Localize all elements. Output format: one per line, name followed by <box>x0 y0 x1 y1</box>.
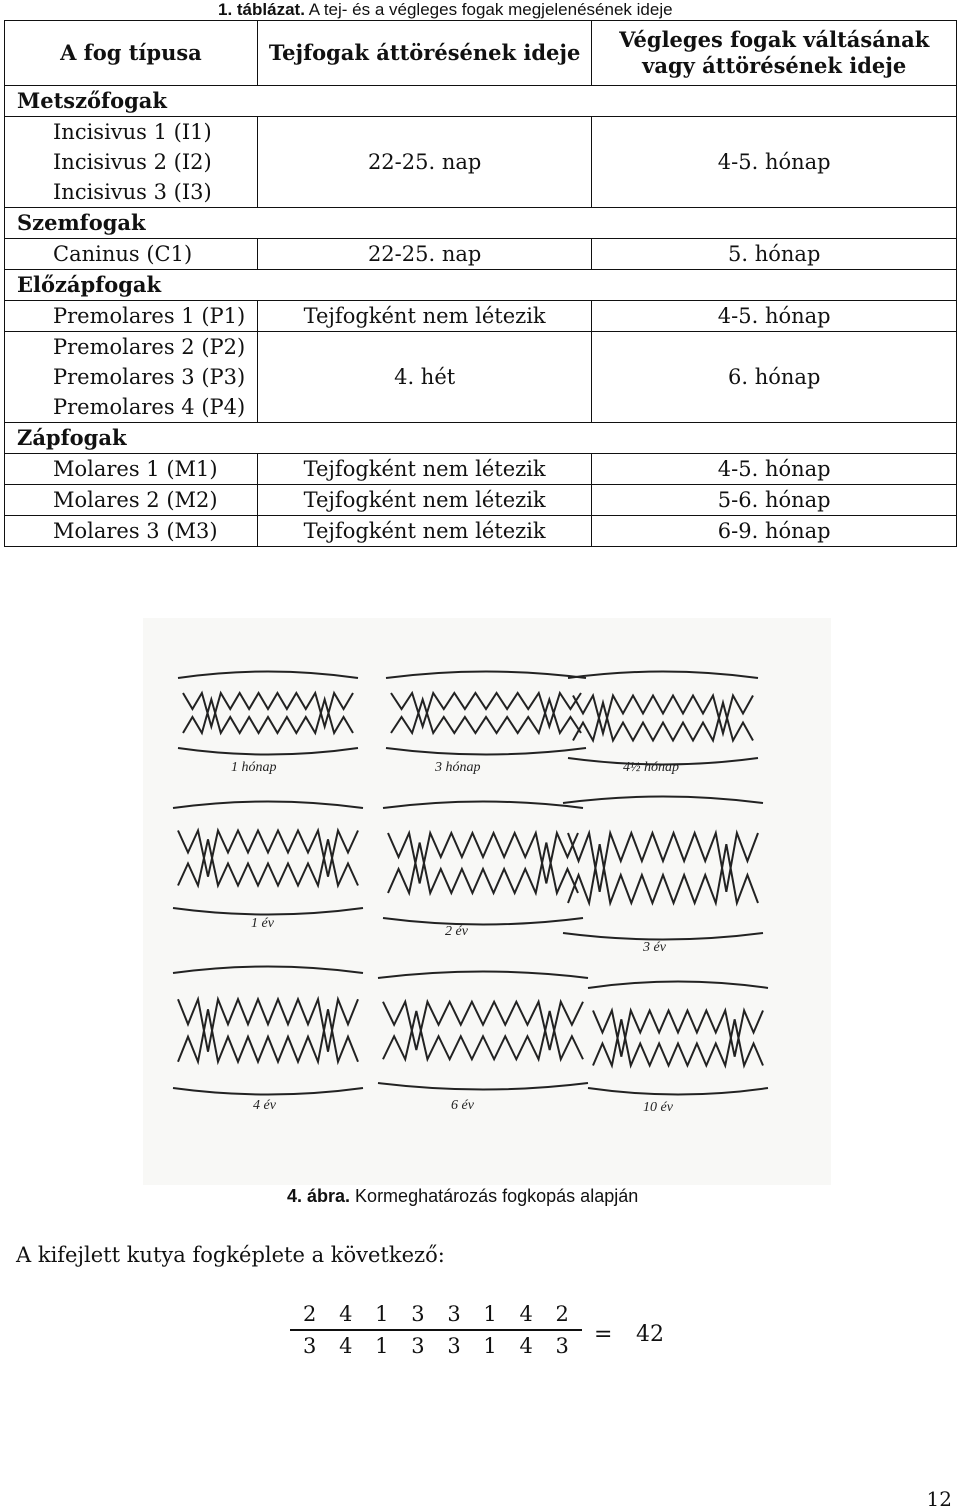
table-row <box>5 301 957 332</box>
panel-label-7: 4 év <box>253 1098 276 1113</box>
upper-digit: 2 <box>303 1302 317 1326</box>
group-row-premolars <box>5 270 957 301</box>
lower-digit: 3 <box>303 1334 317 1358</box>
lower-digit: 4 <box>339 1334 353 1358</box>
panel-label-5: 2 év <box>445 924 468 939</box>
upper-gum-line <box>386 672 586 679</box>
group-incisors: Metszőfogak <box>5 86 957 117</box>
cell-m3-permanent: 6-9. hónap <box>592 516 957 547</box>
cell-m3-milk: Tejfogként nem létezik <box>257 516 592 547</box>
upper-digit: 3 <box>447 1302 461 1326</box>
jaw-sketch <box>563 797 763 940</box>
upper-gum-line <box>383 802 583 809</box>
lower-gum-line <box>563 933 763 940</box>
jaw-sketch <box>568 672 758 765</box>
lower-digit: 3 <box>447 1334 461 1358</box>
jaw-sketch <box>378 972 588 1090</box>
group-molars: Zápfogak <box>5 423 957 454</box>
upper-gum-line <box>378 972 588 979</box>
row-label-p4: Premolares 4 (P4) <box>5 392 258 423</box>
figure-caption-text: Kormeghatározás fogkopás alapján <box>350 1186 639 1206</box>
table-caption-text: A tej- és a végleges fogak megjelenésének ideje <box>304 0 673 19</box>
lower-gum-line <box>383 918 583 925</box>
lower-gum-line <box>173 1088 363 1095</box>
row-label-m3: Molares 3 (M3) <box>5 516 258 547</box>
table-caption-label: 1. táblázat. <box>218 0 305 19</box>
dental-formula-fraction <box>290 1302 582 1358</box>
row-label-p2: Premolares 2 (P2) <box>5 332 258 363</box>
upper-digit: 4 <box>519 1302 533 1326</box>
formula-total: 42 <box>636 1322 664 1347</box>
formula-intro: A kifejlett kutya fogképlete a következő: <box>16 1243 445 1267</box>
lower-gum-line <box>378 1083 588 1090</box>
table-row <box>5 332 957 363</box>
upper-digit: 4 <box>339 1302 353 1326</box>
cell-p1-permanent: 4-5. hónap <box>592 301 957 332</box>
page-number: 12 <box>926 1487 952 1511</box>
jaw-drawings <box>143 618 831 1185</box>
group-row-incisors <box>5 86 957 117</box>
table-row <box>5 454 957 485</box>
dental-wear-figure <box>143 618 831 1185</box>
lower-gum-line <box>588 1088 768 1095</box>
cell-c1-milk: 22-25. nap <box>257 239 592 270</box>
upper-digit: 3 <box>411 1302 425 1326</box>
formula-lower-row <box>290 1334 582 1358</box>
lower-digit: 4 <box>519 1334 533 1358</box>
table-row <box>5 239 957 270</box>
jaw-sketch <box>386 672 586 755</box>
upper-digit: 2 <box>555 1302 569 1326</box>
cell-m1-milk: Tejfogként nem létezik <box>257 454 592 485</box>
panel-label-4: 1 év <box>251 916 274 931</box>
cell-premolars-milk: 4. hét <box>257 332 592 423</box>
lower-digit: 3 <box>411 1334 425 1358</box>
upper-gum-line <box>563 797 763 804</box>
panel-label-9: 10 év <box>643 1100 673 1115</box>
teeth-eruption-table <box>4 20 957 547</box>
formula-upper-row <box>290 1302 582 1326</box>
fraction-bar <box>290 1329 582 1331</box>
row-label-i1: Incisivus 1 (I1) <box>5 117 258 148</box>
cell-c1-permanent: 5. hónap <box>592 239 957 270</box>
panel-label-6: 3 év <box>643 940 666 955</box>
header-milk-teeth: Tejfogak áttörésének ideje <box>257 21 592 86</box>
figure-caption-label: 4. ábra. <box>287 1186 351 1206</box>
group-canines: Szemfogak <box>5 208 957 239</box>
group-row-molars <box>5 423 957 454</box>
jaw-sketch <box>173 967 363 1095</box>
row-label-i3: Incisivus 3 (I3) <box>5 177 258 208</box>
lower-digit: 3 <box>555 1334 569 1358</box>
panel-label-3: 4½ hónap <box>623 760 679 775</box>
upper-gum-line <box>568 672 758 679</box>
upper-digit: 1 <box>375 1302 389 1326</box>
upper-gum-line <box>173 967 363 974</box>
lower-gum-line <box>178 748 358 755</box>
upper-digit: 1 <box>483 1302 497 1326</box>
cell-m2-permanent: 5-6. hónap <box>592 485 957 516</box>
row-label-i2: Incisivus 2 (I2) <box>5 147 258 177</box>
header-tooth-type: A fog típusa <box>5 21 258 86</box>
upper-gum-line <box>173 802 363 809</box>
lower-gum-line <box>173 908 363 915</box>
table-caption <box>218 0 673 20</box>
row-label-p1: Premolares 1 (P1) <box>5 301 258 332</box>
jaw-sketch <box>383 802 583 925</box>
panel-label-8: 6 év <box>451 1098 474 1113</box>
row-label-m2: Molares 2 (M2) <box>5 485 258 516</box>
cell-m2-milk: Tejfogként nem létezik <box>257 485 592 516</box>
table-row <box>5 516 957 547</box>
jaw-sketch <box>173 802 363 915</box>
table-header-row <box>5 21 957 86</box>
row-label-c1: Caninus (C1) <box>5 239 258 270</box>
upper-gum-line <box>588 982 768 989</box>
table-row <box>5 485 957 516</box>
header-permanent-teeth: Végleges fogak váltásának vagy áttörésének ideje <box>592 21 957 86</box>
lower-gum-line <box>386 748 586 755</box>
cell-p1-milk: Tejfogként nem létezik <box>257 301 592 332</box>
lower-digit: 1 <box>483 1334 497 1358</box>
panel-label-2: 3 hónap <box>435 760 481 775</box>
cell-m1-permanent: 4-5. hónap <box>592 454 957 485</box>
table-row <box>5 117 957 148</box>
cell-premolars-permanent: 6. hónap <box>592 332 957 423</box>
lower-digit: 1 <box>375 1334 389 1358</box>
group-row-canines <box>5 208 957 239</box>
panel-label-1: 1 hónap <box>231 760 277 775</box>
cell-incisors-permanent: 4-5. hónap <box>592 117 957 208</box>
row-label-p3: Premolares 3 (P3) <box>5 362 258 392</box>
jaw-sketch <box>588 982 768 1095</box>
jaw-sketch <box>178 672 358 755</box>
cell-incisors-milk: 22-25. nap <box>257 117 592 208</box>
row-label-m1: Molares 1 (M1) <box>5 454 258 485</box>
upper-gum-line <box>178 672 358 679</box>
group-premolars: Előzápfogak <box>5 270 957 301</box>
equals-sign: = <box>594 1322 613 1347</box>
figure-caption <box>287 1186 638 1207</box>
